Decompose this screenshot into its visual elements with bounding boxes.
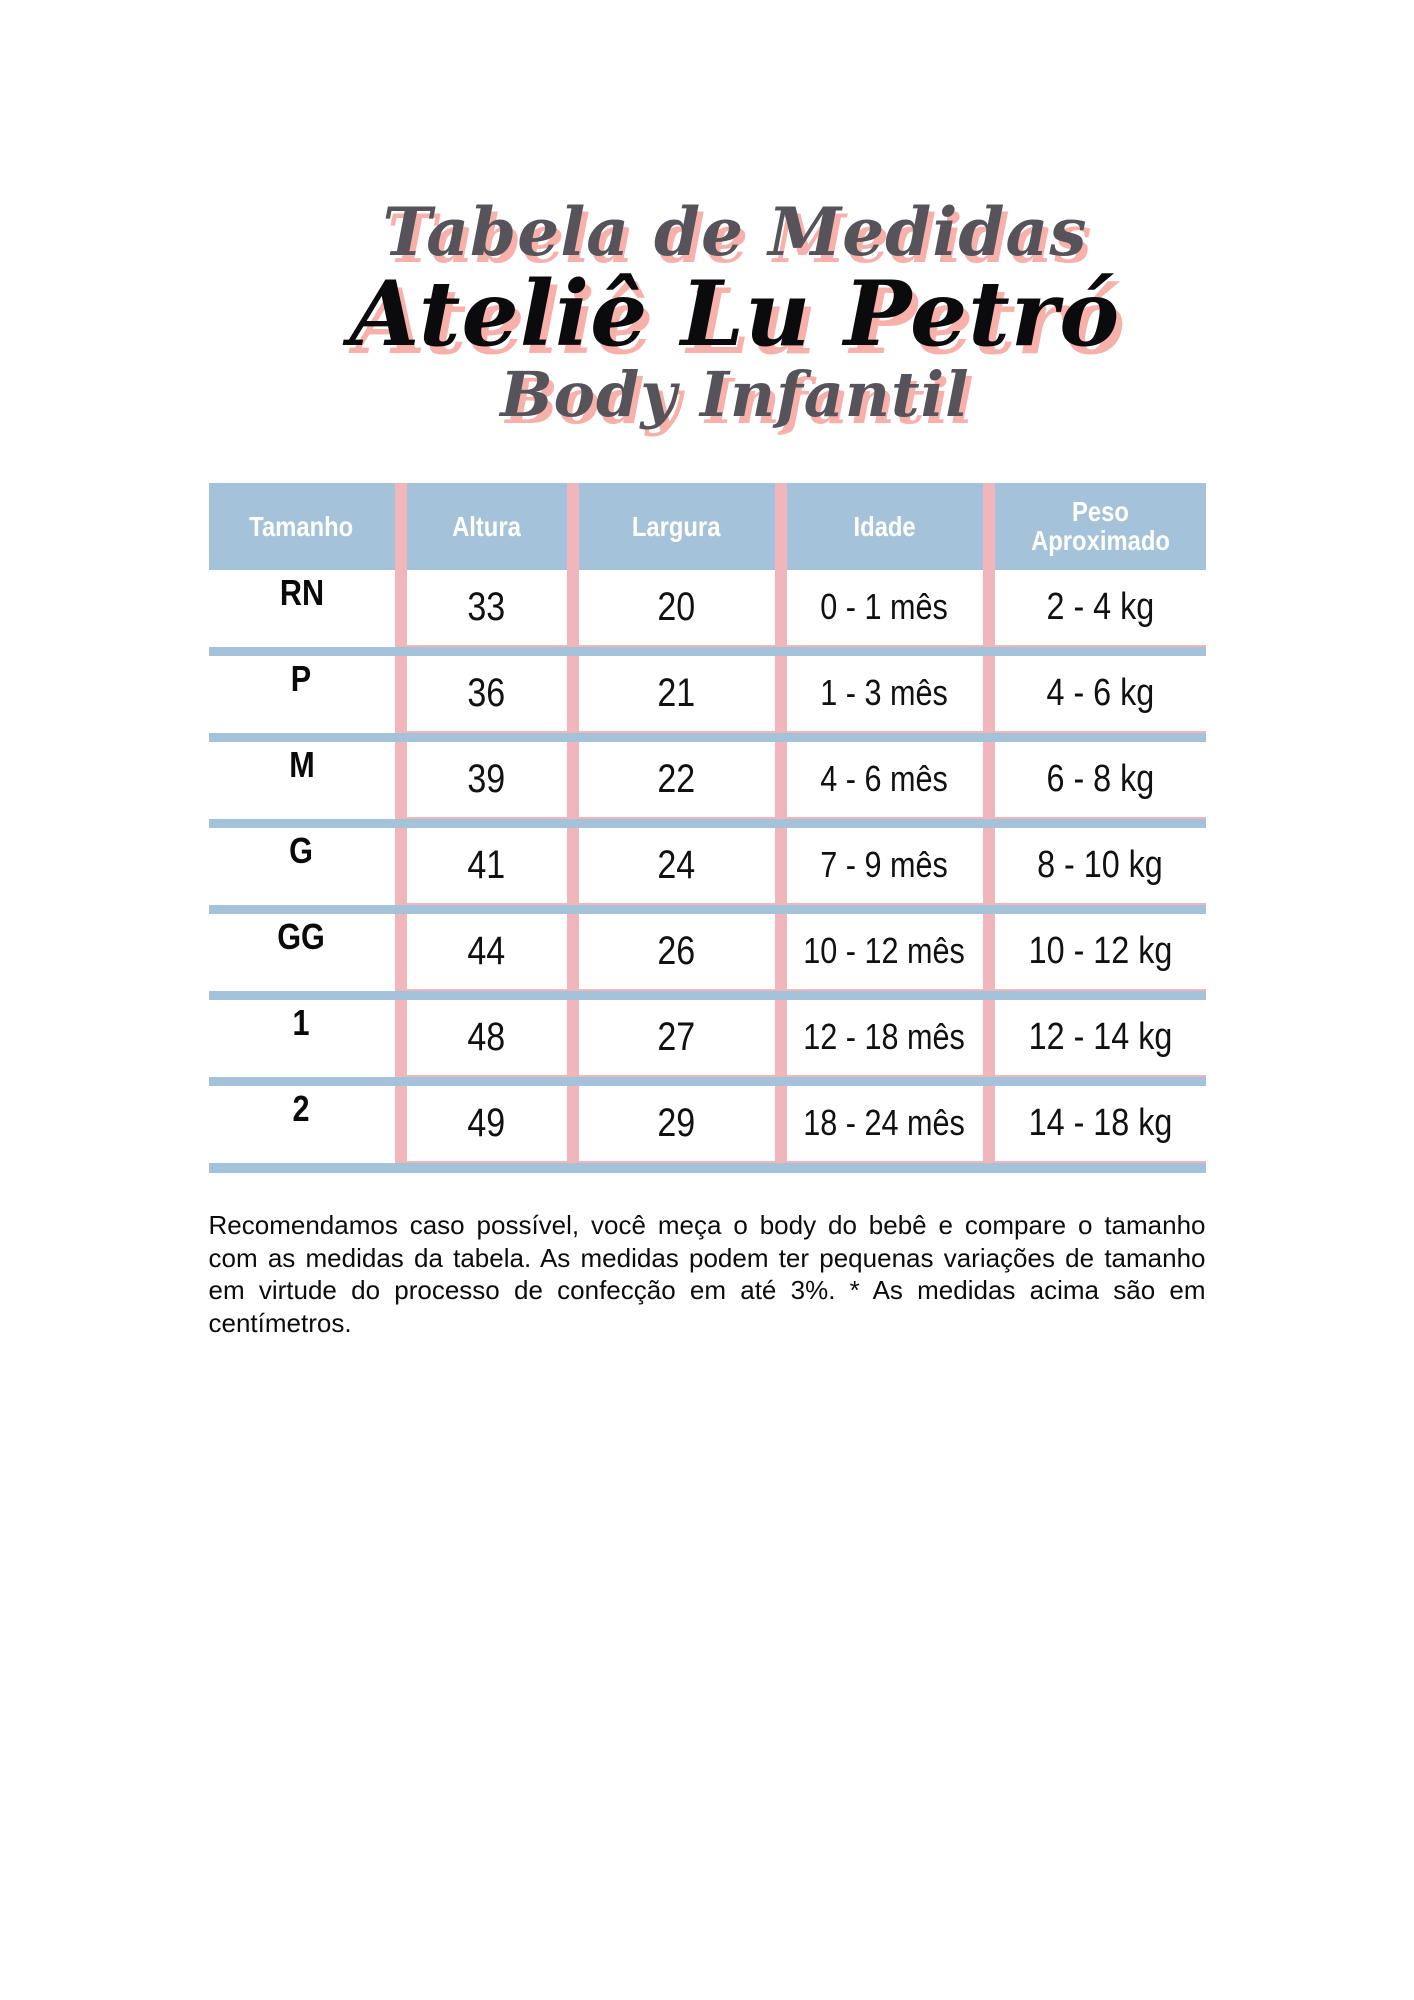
cell-largura: [579, 656, 775, 731]
peso-value: 2 - 4 kg: [1046, 585, 1154, 628]
title-block: [28, 0, 1414, 431]
table-row: [209, 656, 1206, 733]
cell-tamanho: [209, 828, 395, 905]
cell-largura: [579, 570, 775, 645]
cell-peso: [995, 656, 1206, 731]
row-divider: [209, 819, 1206, 828]
cell-largura: [579, 1000, 775, 1075]
peso-value: 10 - 12 kg: [1028, 929, 1172, 972]
peso-value: 12 - 14 kg: [1028, 1015, 1172, 1058]
largura-value: 24: [657, 842, 696, 887]
product-subtitle: Body Infantil: [500, 357, 970, 431]
altura-value: 44: [467, 928, 506, 973]
row-divider: [209, 647, 1206, 656]
cell-tamanho: [209, 914, 395, 991]
row-divider: [209, 991, 1206, 1000]
peso-value: 4 - 6 kg: [1046, 671, 1154, 714]
header-cell-tamanho: [209, 483, 395, 570]
row-divider: [209, 1077, 1206, 1086]
cell-altura: [407, 828, 567, 903]
page-title: Tabela de Medidas: [382, 193, 1088, 271]
cell-tamanho: [209, 570, 395, 647]
cell-idade: [787, 914, 983, 989]
cell-peso: [995, 828, 1206, 903]
header-label: Peso Aproximado: [1030, 496, 1170, 557]
altura-value: 39: [467, 756, 506, 801]
cell-altura: [407, 914, 567, 989]
row-divider: [209, 733, 1206, 742]
idade-value: 7 - 9 mês: [820, 844, 949, 886]
cell-peso: [995, 570, 1206, 645]
cell-altura: [407, 656, 567, 731]
cell-peso: [995, 1086, 1206, 1161]
largura-value: 26: [657, 928, 696, 973]
header-cell-largura: [579, 483, 775, 570]
altura-value: 41: [467, 842, 506, 887]
idade-value: 4 - 6 mês: [820, 758, 949, 800]
table-row: [209, 570, 1206, 647]
size-table: [209, 483, 1206, 1173]
brand-title: Ateliê Lu Petró: [349, 261, 1121, 368]
header-cell-idade: [787, 483, 983, 570]
size-value: G: [289, 829, 314, 871]
size-value: M: [288, 743, 315, 785]
altura-value: 36: [467, 670, 506, 715]
table-bottom-bar: [209, 1163, 1206, 1173]
cell-altura: [407, 1086, 567, 1161]
row-divider: [209, 905, 1206, 914]
altura-value: 48: [467, 1014, 506, 1059]
table-row: [209, 828, 1206, 905]
table-row: [209, 1086, 1206, 1163]
largura-value: 27: [657, 1014, 696, 1059]
header-label: Tamanho: [249, 510, 354, 542]
altura-value: 33: [467, 584, 506, 629]
cell-altura: [407, 570, 567, 645]
footnote-text: Recomendamos caso possível, você meça o body do bebê e compare o tamanho com as medidas da tabela. As medidas podem ter pequenas variações de tamanho em virtude do processo de confecção em até 3%. * As medidas acima são em centímetros.: [208, 1209, 1206, 1339]
peso-value: 8 - 10 kg: [1037, 843, 1163, 886]
size-value: 2: [292, 1087, 311, 1129]
largura-value: 21: [657, 670, 696, 715]
cell-largura: [579, 742, 775, 817]
cell-tamanho: [209, 1086, 395, 1163]
size-value: P: [291, 657, 312, 699]
cell-idade: [787, 1086, 983, 1161]
idade-value: 1 - 3 mês: [820, 672, 949, 714]
cell-idade: [787, 656, 983, 731]
cell-idade: [787, 1000, 983, 1075]
table-row: [209, 1000, 1206, 1077]
idade-value: 10 - 12 mês: [803, 930, 966, 972]
size-value: 1: [292, 1001, 311, 1043]
header-cell-altura: [407, 483, 567, 570]
idade-value: 0 - 1 mês: [820, 586, 949, 628]
peso-value: 6 - 8 kg: [1046, 757, 1154, 800]
cell-idade: [787, 828, 983, 903]
peso-value: 14 - 18 kg: [1028, 1101, 1172, 1144]
cell-peso: [995, 742, 1206, 817]
cell-altura: [407, 1000, 567, 1075]
header-cell-peso: [995, 483, 1206, 570]
cell-largura: [579, 914, 775, 989]
cell-largura: [579, 828, 775, 903]
cell-tamanho: [209, 742, 395, 819]
cell-tamanho: [209, 1000, 395, 1077]
largura-value: 22: [657, 756, 696, 801]
size-value: RN: [279, 571, 324, 613]
header-label: Idade: [853, 510, 916, 542]
cell-altura: [407, 742, 567, 817]
header-label: Altura: [452, 510, 521, 542]
table-header-row: [209, 483, 1206, 570]
size-value: GG: [277, 915, 326, 957]
cell-idade: [787, 742, 983, 817]
altura-value: 49: [467, 1100, 506, 1145]
cell-peso: [995, 914, 1206, 989]
table-row: [209, 914, 1206, 991]
idade-value: 18 - 24 mês: [803, 1102, 966, 1144]
cell-idade: [787, 570, 983, 645]
largura-value: 29: [657, 1100, 696, 1145]
cell-tamanho: [209, 656, 395, 733]
largura-value: 20: [657, 584, 696, 629]
header-label: Largura: [632, 510, 721, 542]
idade-value: 12 - 18 mês: [803, 1016, 966, 1058]
cell-peso: [995, 1000, 1206, 1075]
table-row: [209, 742, 1206, 819]
cell-largura: [579, 1086, 775, 1161]
